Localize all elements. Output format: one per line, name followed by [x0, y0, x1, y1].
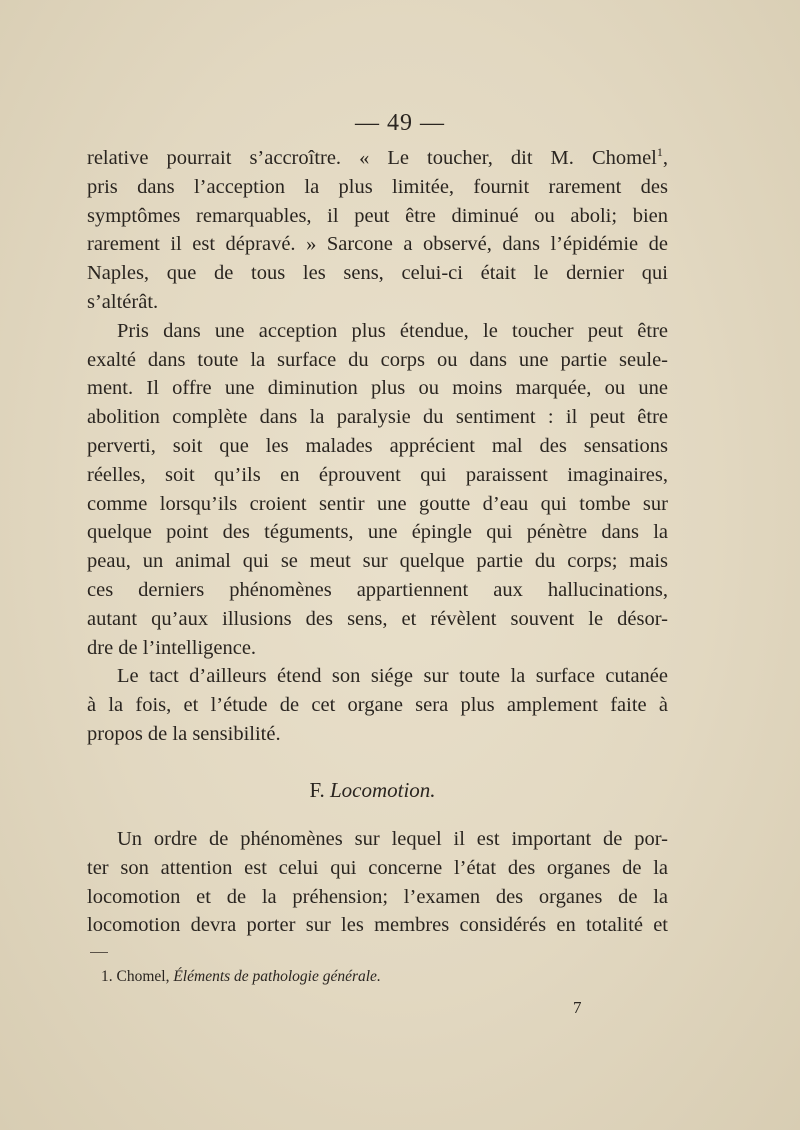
footnote-title: Éléments de pathologie générale. [173, 968, 381, 985]
text-line: rarement il est dépravé. » Sarcone a observé, dans l’épidémie de [87, 233, 668, 256]
footnote-author: Chomel, [116, 968, 170, 985]
text-line: locomotion devra porter sur les membres considérés en totalité et [87, 914, 668, 937]
text-line: Pris dans une acception plus étendue, le toucher peut être [117, 319, 668, 342]
main-text-bottom [87, 825, 668, 940]
text-line-suffix: , [662, 147, 668, 169]
text-line: comme lorsqu’ils croient sentir une goutte d’eau qui tombe sur [87, 492, 668, 515]
signature-mark: 7 [573, 998, 582, 1017]
footnote-reference: 1 [656, 145, 663, 160]
text-line: dre de l’intelligence. [87, 636, 257, 659]
text-line: à la fois, et l’étude de cet organe sera plus amplement faite à [87, 694, 668, 717]
text-line [87, 144, 668, 173]
footnote-number: 1. [101, 968, 113, 985]
footnote-divider [90, 952, 108, 953]
text-line: propos de la sensibilité. [87, 722, 281, 745]
text-line: Naples, que de tous les sens, celui-ci était le dernier qui [87, 262, 668, 285]
text-line: perverti, soit que les malades apprécient mal des sensations [87, 434, 668, 457]
text-line: peau, un animal qui se meut sur quelque partie du corps; mais [87, 550, 668, 573]
text-line: ter son attention est celui qui concerne l’état des organes de la [87, 856, 668, 879]
text-line: ces derniers phénomènes appartiennent aux hallucinations, [87, 578, 668, 601]
text-line: locomotion et de la préhension; l’examen des organes de la [87, 885, 668, 908]
text-line: pris dans l’acception la plus limitée, fournit rarement des [87, 175, 668, 198]
page-number: — 49 — [355, 110, 445, 136]
main-text-top [87, 144, 668, 749]
text-line-content: relative pourrait s’accroître. « Le toucher, dit M. Chomel [87, 147, 657, 169]
footnote [101, 968, 381, 986]
text-line: s’altérât. [87, 290, 159, 313]
section-title: Locomotion. [329, 778, 436, 802]
text-line: Le tact d’ailleurs étend son siége sur toute la surface cutanée [117, 665, 668, 688]
section-letter: F. [309, 778, 325, 802]
text-line: réelles, soit qu’ils en éprouvent qui paraissent imaginaires, [87, 463, 668, 486]
text-line: abolition complète dans la paralysie du sentiment : il peut être [87, 406, 668, 429]
section-heading [0, 778, 745, 803]
text-line: Un ordre de phénomènes sur lequel il est important de por- [117, 828, 668, 850]
text-line: quelque point des téguments, une épingle qui pénètre dans la [87, 521, 668, 544]
text-line: exalté dans toute la surface du corps ou dans une partie seule- [87, 348, 668, 371]
text-line: autant qu’aux illusions des sens, et révèlent souvent le désor- [87, 607, 668, 630]
text-line: ment. Il offre une diminution plus ou moins marquée, ou une [87, 377, 668, 400]
text-line: symptômes remarquables, il peut être diminué ou aboli; bien [87, 204, 668, 227]
